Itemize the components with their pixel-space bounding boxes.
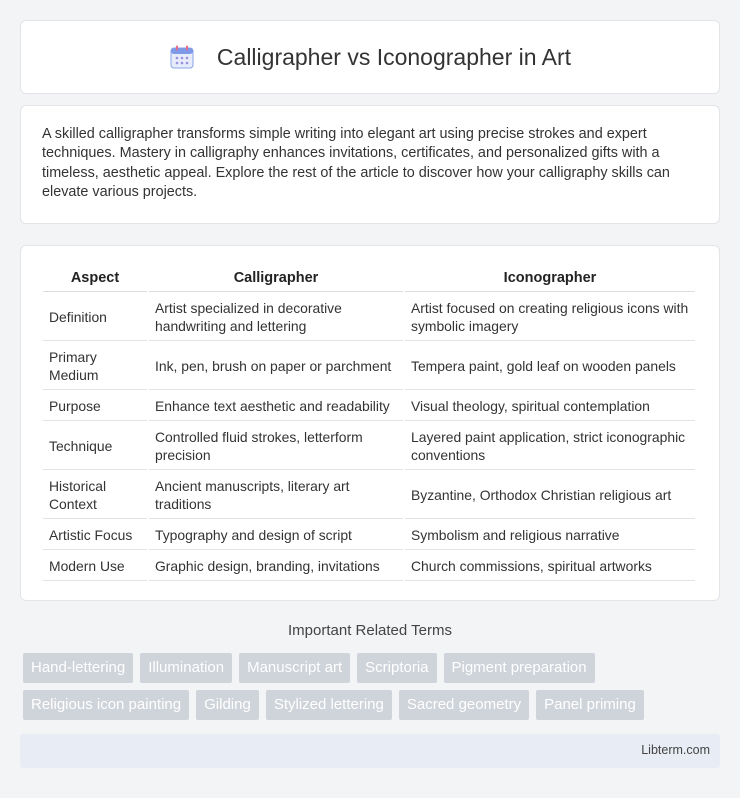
tag-scriptoria[interactable]: Scriptoria [357, 653, 436, 683]
footer [20, 734, 720, 768]
table-row [43, 472, 695, 519]
table-row [43, 552, 695, 581]
footer-brand[interactable]: Libterm.com [641, 743, 710, 757]
header-iconographer: Iconographer [405, 265, 695, 292]
cell-calligrapher: Enhance text aesthetic and readability [149, 392, 403, 421]
table-row [43, 343, 695, 390]
tag-illumination[interactable]: Illumination [140, 653, 232, 683]
cell-iconographer: Visual theology, spiritual contemplation [405, 392, 695, 421]
tag-sacred-geometry[interactable]: Sacred geometry [399, 690, 529, 720]
related-terms-list [23, 653, 723, 727]
header-aspect: Aspect [43, 265, 147, 292]
intro-card [20, 105, 720, 224]
cell-calligrapher: Ink, pen, brush on paper or parchment [149, 343, 403, 390]
cell-iconographer: Layered paint application, strict iconographic conventions [405, 423, 695, 470]
cell-calligrapher: Graphic design, branding, invitations [149, 552, 403, 581]
cell-aspect: Artistic Focus [43, 521, 147, 550]
tag-hand-lettering[interactable]: Hand-lettering [23, 653, 133, 683]
related-terms-title: Important Related Terms [288, 622, 452, 639]
cell-iconographer: Church commissions, spiritual artworks [405, 552, 695, 581]
cell-calligrapher: Typography and design of script [149, 521, 403, 550]
page-title: Calligrapher vs Iconographer in Art [216, 43, 572, 70]
comparison-table [41, 263, 697, 583]
tag-stylized-lettering[interactable]: Stylized lettering [266, 690, 392, 720]
cell-iconographer: Byzantine, Orthodox Christian religious art [405, 472, 695, 519]
calendar-icon [169, 44, 195, 70]
cell-aspect: Modern Use [43, 552, 147, 581]
title-card [20, 20, 720, 94]
tag-manuscript-art[interactable]: Manuscript art [239, 653, 350, 683]
cell-aspect: Definition [43, 294, 147, 341]
header-calligrapher: Calligrapher [149, 265, 403, 292]
table-row [43, 392, 695, 421]
table-row [43, 294, 695, 341]
tag-religious-icon-painting[interactable]: Religious icon painting [23, 690, 189, 720]
cell-calligrapher: Controlled fluid strokes, letterform precision [149, 423, 403, 470]
tag-pigment-preparation[interactable]: Pigment preparation [444, 653, 595, 683]
tag-panel-priming[interactable]: Panel priming [536, 690, 644, 720]
tag-gilding[interactable]: Gilding [196, 690, 259, 720]
comparison-table-card [20, 245, 720, 601]
intro-text: A skilled calligrapher transforms simple writing into elegant art using precise strokes and expert techniques. Mastery in calligraphy enhances invitations, certificates, and personalized gifts with a timeless, aesthetic appeal. Explore the rest of the article to discover how your calligraphy skills can elevate various projects. [42, 126, 670, 200]
table-row [43, 423, 695, 470]
cell-aspect: Technique [43, 423, 147, 470]
table-row [43, 521, 695, 550]
cell-calligrapher: Ancient manuscripts, literary art traditions [149, 472, 403, 519]
cell-aspect: Primary Medium [43, 343, 147, 390]
cell-aspect: Purpose [43, 392, 147, 421]
cell-aspect: Historical Context [43, 472, 147, 519]
cell-iconographer: Artist focused on creating religious icons with symbolic imagery [405, 294, 695, 341]
cell-iconographer: Symbolism and religious narrative [405, 521, 695, 550]
cell-calligrapher: Artist specialized in decorative handwriting and lettering [149, 294, 403, 341]
cell-iconographer: Tempera paint, gold leaf on wooden panels [405, 343, 695, 390]
